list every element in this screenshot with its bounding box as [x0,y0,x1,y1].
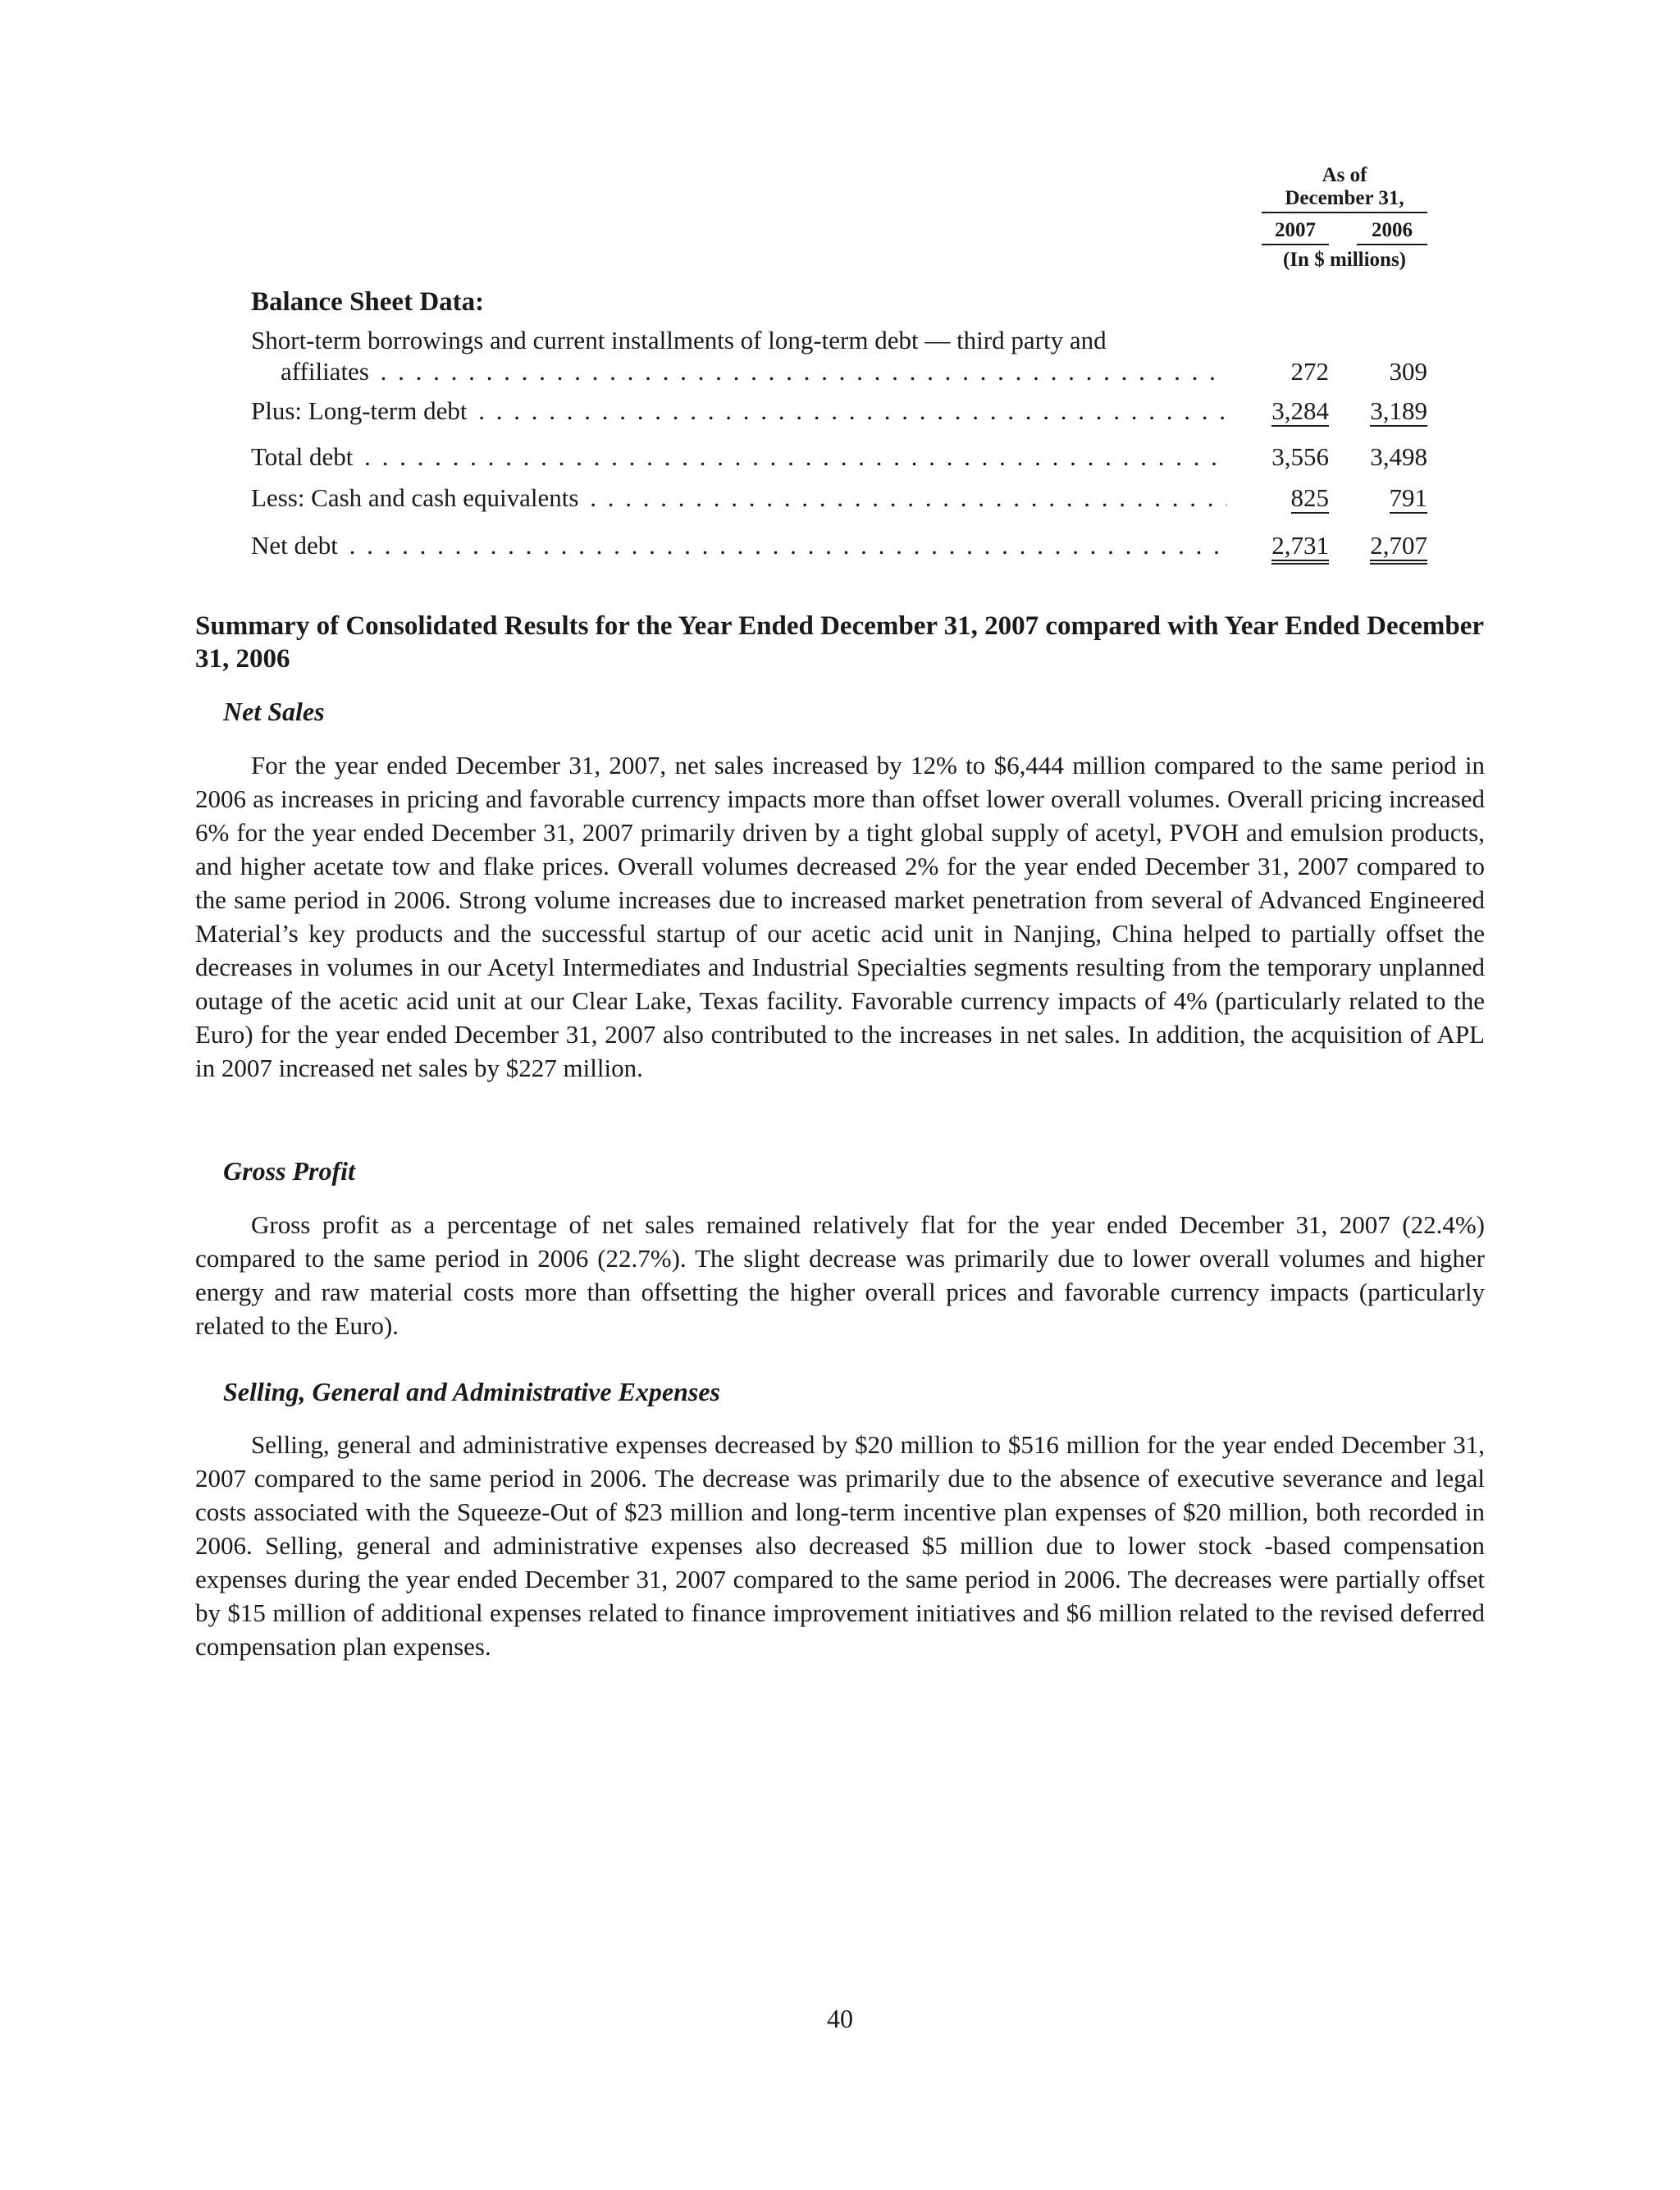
net-sales-paragraph: For the year ended December 31, 2007, net sales increased by 12% to $6,444 million compared to the same period in 2006 as increases in pricing and favorable currency impacts more than offset lower overall volumes. Overall pricing increased 6% for the year ended December 31, 2007 primarily driven by a tight global supply of acetyl, PVOH and emulsion products, and higher acetate tow and flake prices. Overall volumes decreased 2% for the year ended December 31, 2007 compared to the same period in 2006. Strong volume increases due to increased market penetration from several of Advanced Engineered Material’s key products and the successful startup of our acetic acid unit in Nanjing, China helped to partially offset the decreases in volumes in our Acetyl Intermediates and Industrial Specialties segments resulting from the temporary unplanned outage of the acetic acid unit at our Clear Lake, Texas facility. Favorable currency impacts of 4% (particularly related to the Euro) for the year ended December 31, 2007 also contributed to the increases in net sales. In addition, the acquisition of APL in 2007 increased net sales by $227 million. [195,751,1485,1082]
page-number: 40 [827,2004,853,2033]
table-section-title: Balance Sheet Data: [251,287,485,317]
gross-profit-heading: Gross Profit [223,1156,355,1186]
year-headers [1262,218,1427,246]
header-as-of: As of [1322,164,1367,186]
summary-heading: Summary of Consolidated Results for the Year Ended December 31, 2007 compared with Year Ended December 31, 2006 [195,611,1484,674]
value-2007: 825 [1290,483,1329,512]
value-2007: 3,284 [1271,396,1329,425]
value-2006: 2,707 [1370,531,1427,565]
value-2007: 272 [1290,357,1329,386]
row-label: Less: Cash and cash equivalents [251,483,583,512]
year-2007-header: 2007 [1262,218,1329,245]
net-sales-heading: Net Sales [223,697,325,726]
units-label: (In $ millions) [1282,249,1407,271]
row-label: Net debt [251,531,343,560]
value-2006: 309 [1389,357,1427,386]
header-date: December 31, [1262,187,1427,213]
row-label-line2: affiliates [281,357,374,386]
value-2006: 791 [1389,483,1427,512]
value-2007: 2,731 [1271,531,1329,565]
column-header-group [1262,164,1427,271]
sga-heading: Selling, General and Administrative Expenses [223,1377,720,1406]
row-label: Total debt [251,442,358,471]
row-label: Plus: Long-term debt [251,396,472,425]
summary-heading-block [195,610,1485,675]
year-2006-header: 2006 [1357,218,1427,245]
row-label-line1: Short-term borrowings and current installments of long-term debt — third party and [251,326,1112,354]
gross-profit-paragraph: Gross profit as a percentage of net sales remained relatively flat for the year ended December 31, 2007 (22.4%) compared to the same period in 2006 (22.7%). The slight decrease was primarily due to lower overall volumes and higher energy and raw material costs more than offsetting the higher overall prices and favorable currency impacts (particularly related to the Euro). [195,1210,1485,1340]
value-2007: 3,556 [1271,442,1329,471]
value-2006: 3,498 [1370,442,1427,471]
sga-paragraph: Selling, general and administrative expenses decreased by $20 million to $516 million for the year ended December 31, 2007 compared to the same period in 2006. The decrease was primarily due to the absence of executive severance and legal costs associated with the Squeeze-Out of $23 million and long-term incentive plan expenses of $20 million, both recorded in 2006. Selling, general and administrative expenses also decreased $5 million due to lower stock -based compensation expenses during the year ended December 31, 2007 compared to the same period in 2006. The decreases were partially offset by $15 million of additional expenses related to finance improvement initiatives and $6 million related to the revised deferred compensation plan expenses. [195,1430,1485,1661]
value-2006: 3,189 [1370,396,1427,425]
